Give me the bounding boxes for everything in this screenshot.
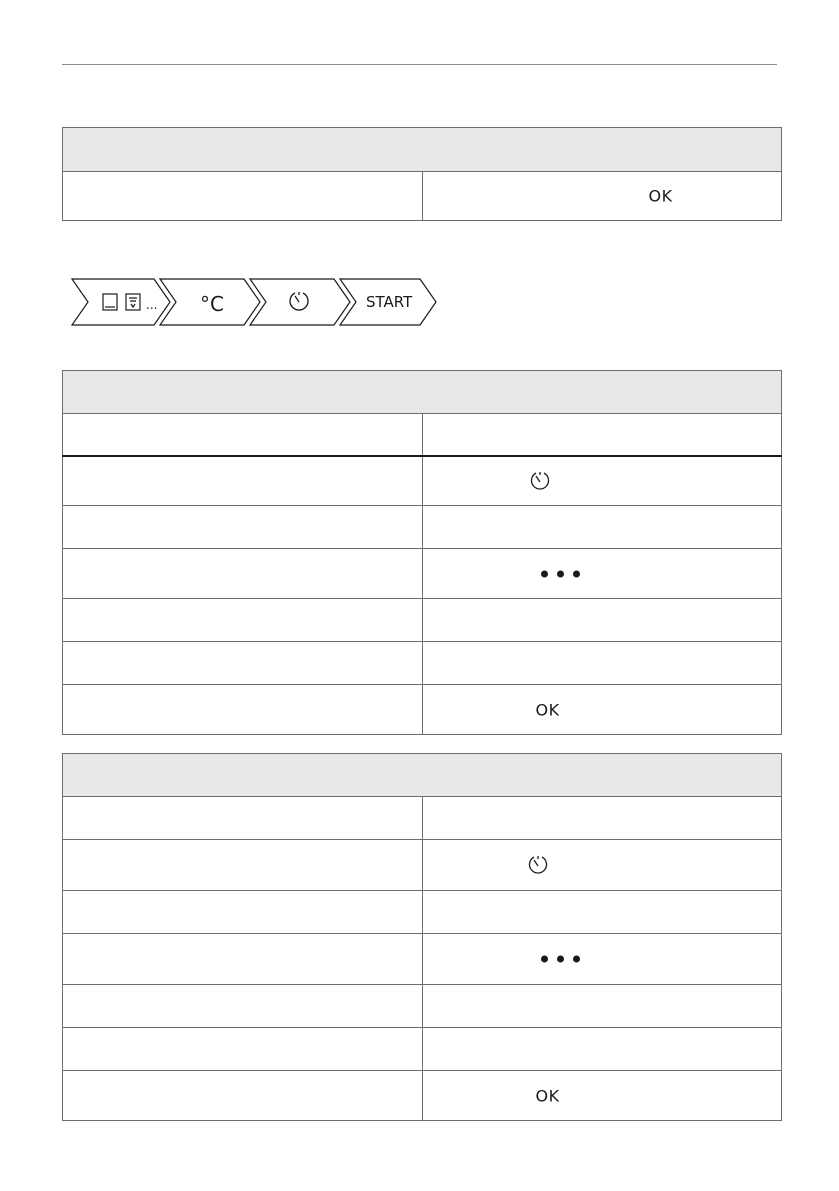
ok-button-label: OK [535,700,560,719]
table-row [63,797,782,840]
table-row [63,414,782,456]
step-text [422,797,782,840]
table-row [63,1071,782,1121]
more-icon [541,570,580,577]
table-row [63,685,782,735]
table-header-row [63,128,782,172]
step-number [63,549,423,599]
step-number [63,797,423,840]
step-text [422,985,782,1028]
step-text [422,456,782,506]
timer-icon [527,854,549,876]
step-number [63,642,423,685]
ok-button-label: OK [648,186,673,206]
table-header-cell [63,128,782,172]
table-header-row [63,754,782,797]
step-text [422,1028,782,1071]
more-icon [541,956,580,963]
table-row [63,456,782,506]
step-text [422,642,782,685]
table-row [63,891,782,934]
step-text [422,414,782,456]
table-row [63,172,782,221]
table-row [63,549,782,599]
timer-icon [529,470,551,492]
step-text [422,1071,782,1121]
start-label: START [366,293,413,311]
step-number [63,985,423,1028]
step-number [63,1071,423,1121]
flow-more-label: ... [146,298,158,312]
flow-step-timer [250,279,350,325]
header-rule [62,64,777,65]
step-text [422,891,782,934]
table-header-row [63,371,782,414]
cooking-flow-diagram [70,278,440,326]
step-text [422,549,782,599]
step-number [63,1028,423,1071]
oven-mode-icon [103,294,140,310]
table-row [63,934,782,985]
step-number [63,599,423,642]
table-row [63,985,782,1028]
step-number [63,685,423,735]
table-row [63,840,782,891]
step-number [63,414,423,456]
steps-table-2 [62,370,782,735]
steps-table-1 [62,127,782,221]
temperature-label: °C [200,292,224,316]
step-text [422,506,782,549]
step-text [422,934,782,985]
ok-button-label: OK [535,1086,560,1105]
step-text [422,172,782,221]
table-row [63,1028,782,1071]
table-row [63,642,782,685]
step-number [63,172,423,221]
step-number [63,456,423,506]
step-number [63,891,423,934]
table-row [63,506,782,549]
step-number [63,840,423,891]
timer-icon [290,292,308,310]
table-header-cell [63,371,782,414]
step-text [422,840,782,891]
step-number [63,934,423,985]
table-row [63,599,782,642]
table-header-cell [63,754,782,797]
step-text [422,685,782,735]
step-number [63,506,423,549]
steps-table-3 [62,753,782,1121]
step-text [422,599,782,642]
